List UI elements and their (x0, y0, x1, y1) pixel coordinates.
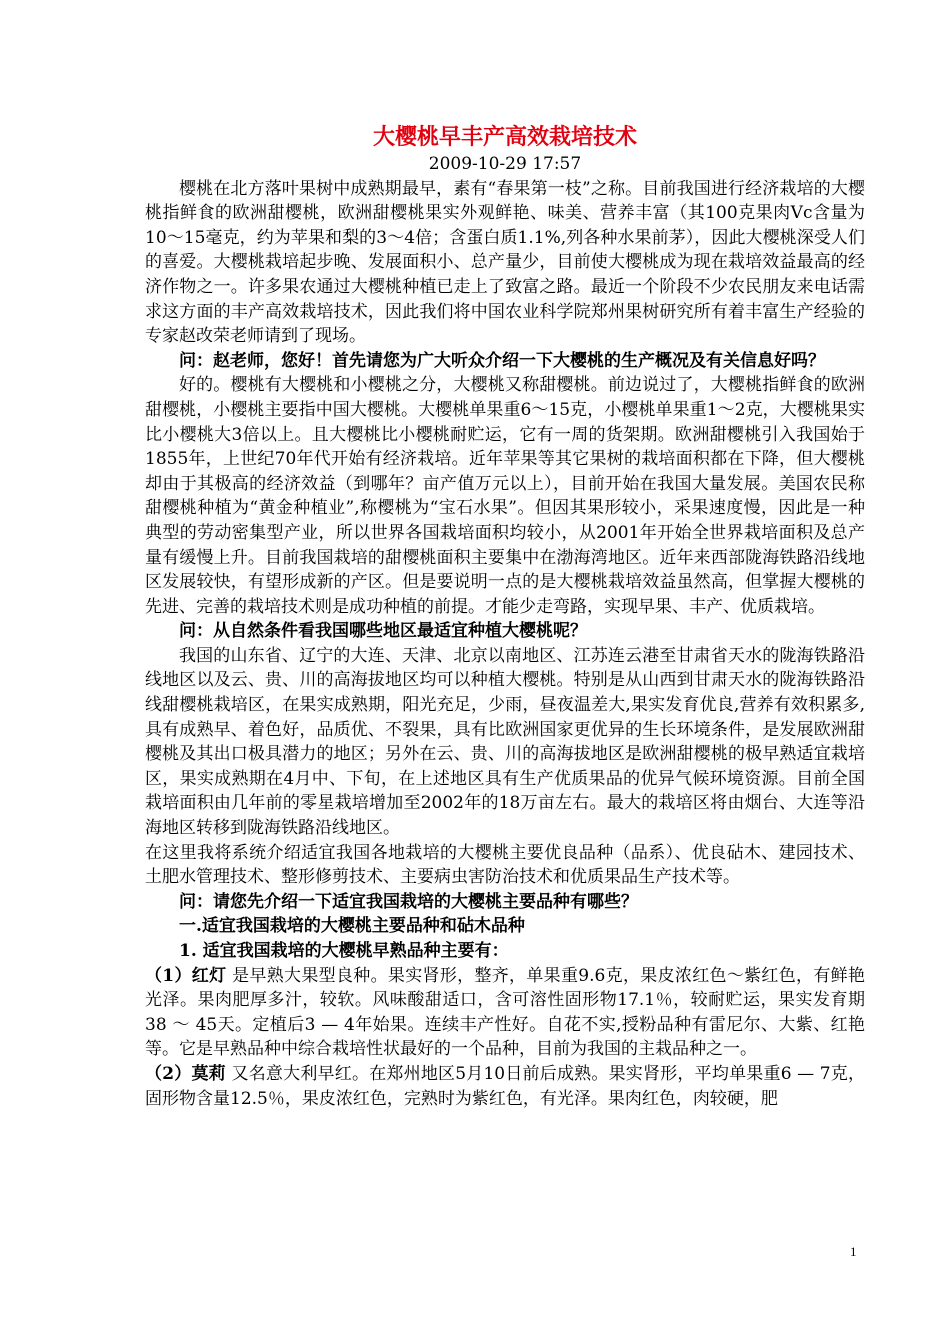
variety-2-label: （2）莫莉 (145, 1063, 226, 1084)
variety-1-paragraph (145, 964, 865, 1062)
answer-2-paragraph: 我国的山东省、辽宁的大连、天津、北京以南地区、江苏连云港至甘肃省天水的陇海铁路沿线地区以及云、贵、川的高海拔地区均可以种植大樱桃。特别是从山西到甘肃天水的陇海铁路沿线甜樱桃栽培区，在果实成熟期，阳光充足，少雨，昼夜温差大,果实发育优良,营养有效积累多,具有成熟早、着色好，品质优、不裂果，具有比欧洲国家更优异的生长环境条件，是发展欧洲甜樱桃及其出口极具潜力的地区；另外在云、贵、川的高海拔地区是欧洲甜樱桃的极早熟适宜栽培区，果实成熟期在4月中、下旬，在上述地区具有生产优质果品的优异气候环境资源。目前全国栽培面积由几年前的零星栽培增加至2002年的18万亩左右。最大的栽培区将由烟台、大连等沿海地区转移到陇海铁路沿线地区。 (145, 645, 865, 839)
question-1: 问：赵老师，您好！首先请您为广大听众介绍一下大樱桃的生产概况及有关信息好吗？ (179, 350, 825, 371)
answer-1-paragraph: 好的。樱桃有大樱桃和小樱桃之分，大樱桃又称甜樱桃。前边说过了，大樱桃指鲜食的欧洲甜樱桃，小樱桃主要指中国大樱桃。大樱桃单果重6～15克，小樱桃单果重1～2克，大樱桃果实比小樱桃大3倍以上。且大樱桃比小樱桃耐贮运，它有一周的货架期。欧洲甜樱桃引入我国始于1855年，上世纪70年代开始有经济栽培。近年苹果等其它果树的栽培面积都在下降，但大樱桃却由于其极高的经济效益（到哪年？亩产值万元以上），目前开始在我国大量发展。美国农民称甜樱桃种植为“黄金种植业”,称樱桃为“宝石水果”。但因其果形较小，采果速度慢，因此是一种典型的劳动密集型产业，所以世界各国栽培面积均较小，从2001年开始全世界栽培面积及总产量有缓慢上升。目前我国栽培的甜樱桃面积主要集中在渤海湾地区。近年来西部陇海铁路沿线地区发展较快，有望形成新的产区。但是要说明一点的是大樱桃栽培效益虽然高，但掌握大樱桃的先进、完善的栽培技术则是成功种植的前提。才能少走弯路，实现早果、丰产、优质栽培。 (145, 375, 865, 617)
page-number: 1 (850, 1244, 857, 1259)
overview-paragraph: 在这里我将系统介绍适宜我国各地栽培的大樱桃主要优良品种（品系）、优良砧木、建园技术、土肥水管理技术、整形修剪技术、主要病虫害防治技术和优质果品生产技术等。 (145, 842, 865, 888)
section-heading-1: 一.适宜我国栽培的大樱桃主要品种和砧木品种 (179, 916, 525, 937)
document-title: 大樱桃早丰产高效栽培技术 (372, 124, 637, 150)
variety-1-text: 是早熟大果型良种。果实肾形，整齐，单果重9.6克，果皮浓红色～紫红色，有鲜艳光泽。果肉肥厚多汁，较软。风味酸甜适口，含可溶性固形物17.1％，较耐贮运，果实发育期38 ～ 45天。定植后3 — 4年始果。连续丰产性好。自花不实,授粉品种有雷尼尔、大紫、红艳等。它是早熟品种中综合栽培性状最好的一个品种，目前为我国的主栽品种之一。 (145, 965, 865, 1060)
variety-2-text: 又名意大利早红。在郑州地区5月10日前后成熟。果实肾形，平均单果重6 — 7克，固形物含量12.5％，果皮浓红色，完熟时为紫红色，有光泽。果肉红色，肉较硬，肥 (145, 1063, 865, 1109)
document-body (145, 122, 865, 1111)
variety-1-label: （1）红灯 (145, 965, 227, 986)
intro-paragraph: 樱桃在北方落叶果树中成熟期最早，素有“春果第一枝”之称。目前我国进行经济栽培的大樱桃指鲜食的欧洲甜樱桃，欧洲甜樱桃果实外观鲜艳、味美、营养丰富（其100克果肉Vc含量为10～15毫克，约为苹果和梨的3～4倍；含蛋白质1.1%,列各种水果前茅），因此大樱桃深受人们的喜爱。大樱桃栽培起步晚、发展面积小、总产量少，目前使大樱桃成为现在栽培效益最高的经济作物之一。许多果农通过大樱桃种植已走上了致富之路。最近一个阶段不少农民朋友来电话需求这方面的丰产高效栽培技术，因此我们将中国农业科学院郑州果树研究所有着丰富生产经验的专家赵改荣老师请到了现场。 (145, 178, 865, 347)
subsection-heading-1: 1. 适宜我国栽培的大樱桃早熟品种主要有： (179, 941, 509, 961)
variety-2-paragraph (145, 1062, 865, 1111)
document-date: 2009-10-29 17:57 (428, 154, 582, 174)
question-3: 问：请您先介绍一下适宜我国栽培的大樱桃主要品种有哪些？ (179, 891, 638, 912)
question-2: 问：从自然条件看我国哪些地区最适宜种植大樱桃呢？ (179, 621, 587, 642)
